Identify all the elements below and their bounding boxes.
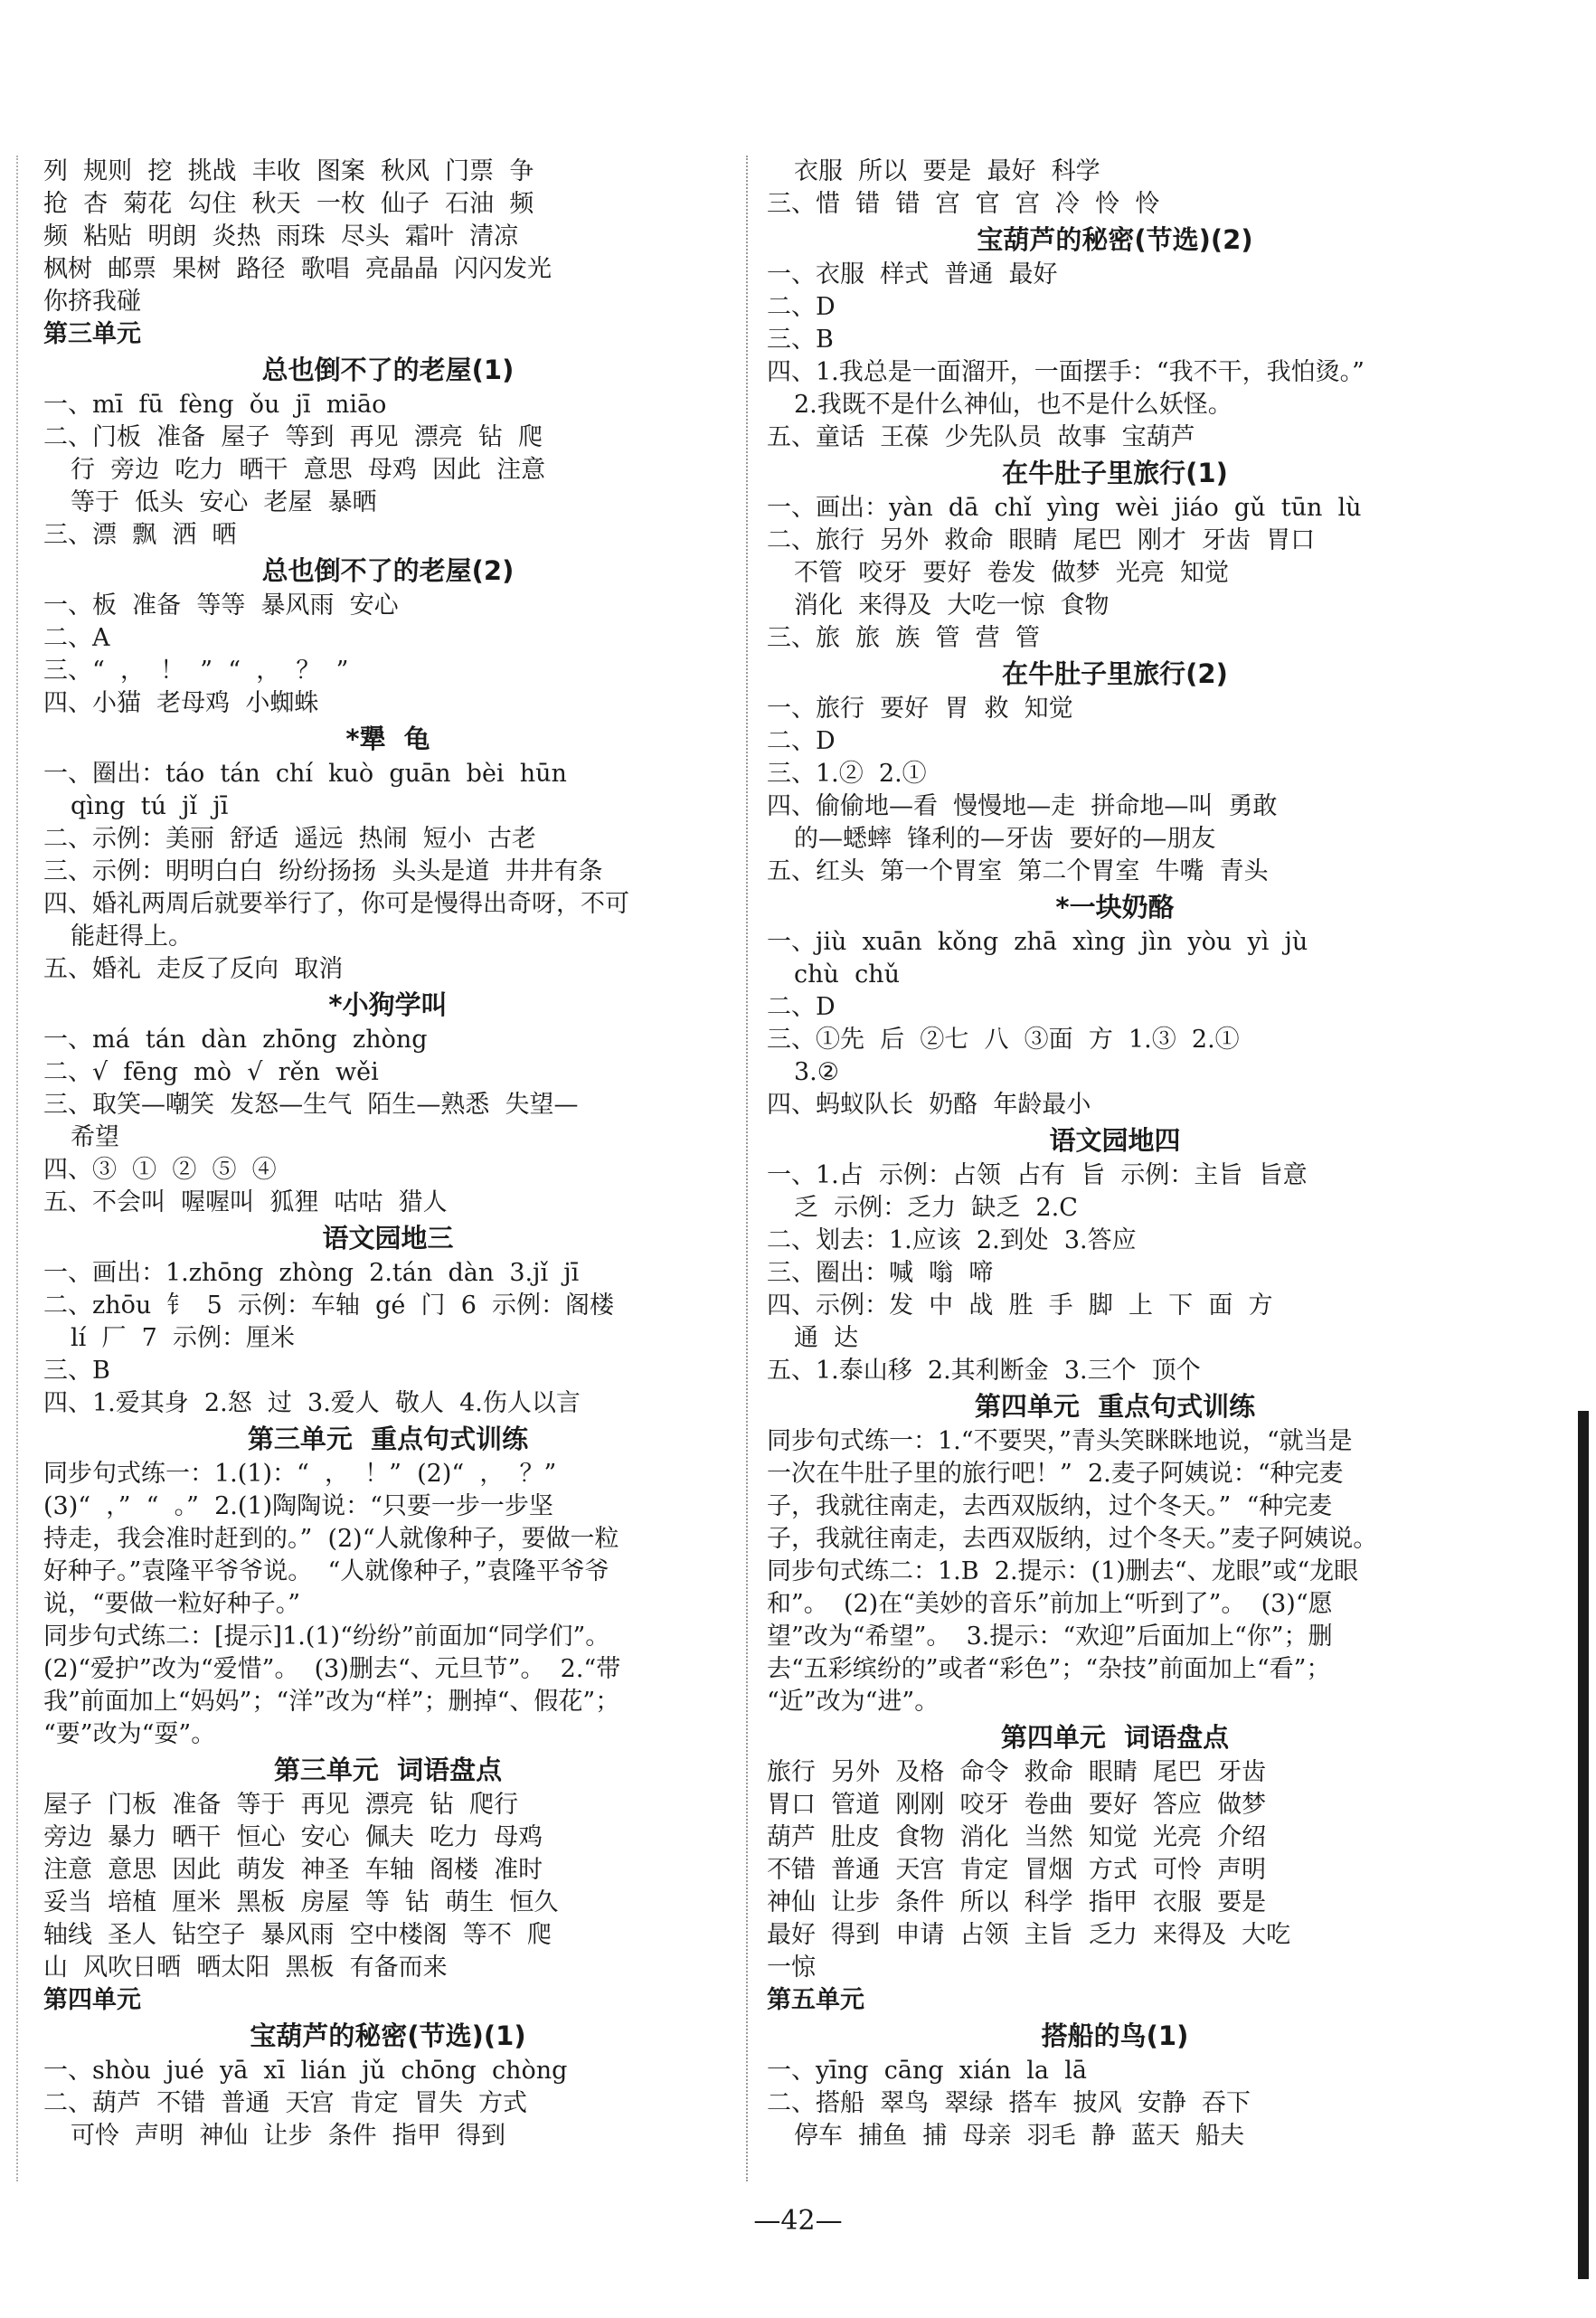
answer-continuation-line: 消化 来得及 大吃一惊 食物 xyxy=(794,591,1110,620)
answer-line: 一次在牛肚子里的旅行吧！” 2.麦子阿姨说：“种完麦 xyxy=(767,1460,1344,1488)
answer-line: 二、旅行 另外 救命 眼睛 尾巴 刚才 牙齿 胃口 xyxy=(767,526,1316,554)
answer-line: 二、A xyxy=(43,624,110,652)
right-column xyxy=(767,156,1463,2152)
answer-line: 四、蚂蚁队长 奶酪 年龄最小 xyxy=(767,1091,1091,1119)
answer-continuation-line: 可怜 声明 神仙 让步 条件 指甲 得到 xyxy=(71,2122,505,2150)
answer-line: 四、示例：发 中 战 胜 手 脚 上 下 面 方 xyxy=(767,1291,1273,1320)
answer-line: 山 风吹日晒 晒太阳 黑板 有备而来 xyxy=(43,1954,448,1982)
answer-line: 三、示例：明明白白 纷纷扬扬 头头是道 井井有条 xyxy=(43,857,603,885)
answer-line: 三、漂 飘 洒 晒 xyxy=(43,521,237,549)
answer-line: 五、1.泰山移 2.其利断金 3.三个 顶个 xyxy=(767,1357,1201,1385)
answer-line: 一、shòu jué yā xī lián jǔ chōng chòng xyxy=(43,2057,568,2085)
answer-line: 一、衣服 样式 普通 最好 xyxy=(767,260,1058,289)
answer-line: 二、葫芦 不错 普通 天宫 肯定 冒失 方式 xyxy=(43,2089,527,2117)
answer-line: 一、画出：yàn dā chǐ yìng wèi jiáo gǔ tūn lù xyxy=(767,494,1362,522)
answer-line: 胃口 管道 刚刚 咬牙 卷曲 要好 答应 做梦 xyxy=(767,1791,1267,1819)
answer-line: 四、婚礼两周后就要举行了，你可是慢得出奇呀，不可 xyxy=(43,890,629,918)
answer-line: 一、má tán dàn zhōng zhòng xyxy=(43,1026,428,1054)
answer-line: “要”改为“耍”。 xyxy=(43,1720,216,1748)
answer-continuation-line: 不管 咬牙 要好 卷发 做梦 光亮 知觉 xyxy=(794,559,1229,587)
answer-line: 你挤我碰 xyxy=(43,288,141,316)
lesson-heading: 在牛肚子里旅行(2) xyxy=(1002,658,1228,689)
lesson-heading: 总也倒不了的老屋(1) xyxy=(261,355,515,385)
answer-line: 子，我就往南走，去西双版纳，过个冬天。” “种完麦 xyxy=(767,1492,1333,1520)
scan-edge-shadow xyxy=(1578,1411,1589,2279)
answer-line: 五、童话 王葆 少先队员 故事 宝葫芦 xyxy=(767,423,1195,451)
answer-line: 旁边 暴力 晒干 恒心 安心 佩夫 吃力 母鸡 xyxy=(43,1823,543,1851)
answer-line: 旅行 另外 及格 命令 救命 眼睛 尾巴 牙齿 xyxy=(767,1758,1267,1786)
answer-line: 去“五彩缤纷的”或者“彩色”；“杂技”前面加上“看”； xyxy=(767,1655,1331,1683)
answer-line: 二、划去：1.应该 2.到处 3.答应 xyxy=(767,1226,1137,1254)
answer-line: 葫芦 肚皮 食物 消化 当然 知觉 光亮 介绍 xyxy=(767,1823,1267,1851)
answer-line: 一、圈出：táo tán chí kuò guān bèi hūn xyxy=(43,760,567,788)
answer-line: 三、取笑—嘲笑 发怒—生气 陌生—熟悉 失望— xyxy=(43,1091,579,1119)
lesson-heading: 在牛肚子里旅行(1) xyxy=(1002,458,1228,488)
answer-line: 同步句式练一：1.“不要哭，”青头笑眯眯地说，“就当是 xyxy=(767,1427,1353,1455)
answer-line: 三、①先 后 ②七 八 ③面 方 1.③ 2.① xyxy=(767,1026,1240,1054)
answer-line: 注意 意思 因此 萌发 神圣 车轴 阁楼 准时 xyxy=(43,1856,543,1884)
answer-line: 五、红头 第一个胃室 第二个胃室 牛嘴 青头 xyxy=(767,857,1269,885)
answer-line: 三、B xyxy=(43,1357,110,1385)
answer-line: 一、jiù xuān kǒng zhā xìng jìn yòu yì jù xyxy=(767,928,1308,956)
lesson-heading: 搭船的鸟(1) xyxy=(1041,2020,1189,2051)
left-column xyxy=(43,156,732,2152)
answer-line: 频 粘贴 明朗 炎热 雨珠 尽头 霜叶 清凉 xyxy=(43,222,519,251)
answer-continuation-line: 停车 捕鱼 捕 母亲 羽毛 静 蓝天 船夫 xyxy=(794,2122,1245,2150)
answer-line: 说，“要做一粒好种子。” xyxy=(43,1590,301,1618)
answer-line: 和”。 (2)在“美妙的音乐”前加上“听到了”。 (3)“愿 xyxy=(767,1590,1333,1618)
lesson-heading: 第三单元 词语盘点 xyxy=(273,1755,503,1785)
answer-line: 四、1.爱其身 2.怒 过 3.爱人 敬人 4.伤人以言 xyxy=(43,1389,581,1417)
answer-line: 二、D xyxy=(767,727,836,755)
answer-continuation-line: 的—蟋蟀 锋利的—牙齿 要好的—朋友 xyxy=(794,825,1216,853)
lesson-heading: *一块奶酪 xyxy=(1055,892,1175,922)
unit-heading: 第三单元 xyxy=(43,320,141,348)
left-margin-rule xyxy=(16,156,19,2181)
answer-line: 四、1.我总是一面溜开，一面摆手：“我不干，我怕烫。” xyxy=(767,358,1365,386)
answer-line: 最好 得到 申请 占领 主旨 乏力 来得及 大吃 xyxy=(767,1921,1291,1949)
answer-line: 屋子 门板 准备 等于 再见 漂亮 钻 爬行 xyxy=(43,1791,519,1819)
answer-line: 一、画出：1.zhōng zhòng 2.tán dàn 3.jǐ jī xyxy=(43,1259,580,1287)
lesson-heading: 宝葫芦的秘密(节选)(1) xyxy=(250,2020,526,2051)
answer-continuation-line: 能赶得上。 xyxy=(71,922,193,951)
answer-line: 一、旅行 要好 胃 救 知觉 xyxy=(767,695,1073,723)
answer-line: 三、旅 旅 族 管 营 管 xyxy=(767,624,1040,652)
answer-line: 一、mī fū fèng ǒu jī miāo xyxy=(43,391,387,419)
answer-continuation-line: chù chǔ xyxy=(794,960,900,989)
answer-line: 神仙 让步 条件 所以 科学 指甲 衣服 要是 xyxy=(767,1888,1267,1916)
answer-line: 四、偷偷地—看 慢慢地—走 拼命地—叫 勇敢 xyxy=(767,792,1278,820)
answer-line: 不错 普通 天宫 肯定 冒烟 方式 可怜 声明 xyxy=(767,1856,1267,1884)
answer-line: 一、板 准备 等等 暴风雨 安心 xyxy=(43,591,399,620)
answer-line: 二、示例：美丽 舒适 遥远 热闹 短小 古老 xyxy=(43,825,536,853)
answer-line: 一、1.占 示例：占领 占有 旨 示例：主旨 旨意 xyxy=(767,1161,1308,1189)
answer-line: 五、不会叫 喔喔叫 狐狸 咕咕 猎人 xyxy=(43,1188,448,1216)
answer-line: 四、③ ① ② ⑤ ④ xyxy=(43,1156,277,1184)
answer-line: 三、圈出：喊 嗡 啼 xyxy=(767,1259,994,1287)
lesson-heading: 语文园地四 xyxy=(1049,1125,1181,1156)
answer-line: 抢 杏 菊花 勾住 秋天 一枚 仙子 石油 频 xyxy=(43,190,534,218)
lesson-heading: 语文园地三 xyxy=(322,1223,454,1254)
answer-line: 三、1.② 2.① xyxy=(767,760,927,788)
answer-line: “近”改为“进”。 xyxy=(767,1688,940,1716)
answer-line: 三、B xyxy=(767,326,834,354)
answer-line: 四、小猫 老母鸡 小蜘蛛 xyxy=(43,689,319,717)
answer-line: 同步句式练二：1.B 2.提示：(1)删去“、龙眼”或“龙眼 xyxy=(767,1557,1359,1585)
answer-line: 二、√ fēng mò √ rěn wěi xyxy=(43,1058,379,1086)
answer-continuation-line: 衣服 所以 要是 最好 科学 xyxy=(794,157,1100,185)
lesson-heading: 第四单元 词语盘点 xyxy=(1000,1722,1230,1753)
answer-continuation-line: 乏 示例：乏力 缺乏 2.C xyxy=(794,1194,1078,1222)
answer-line: 子，我就往南走，去西双版纳，过个冬天。”麦子阿姨说。 xyxy=(767,1525,1378,1553)
answer-continuation-line: 希望 xyxy=(71,1123,119,1151)
answer-line: 列 规则 挖 挑战 丰收 图案 秋风 门票 争 xyxy=(43,157,534,185)
answer-line: (2)“爱护”改为“爱惜”。 (3)删去“、元旦节”。 2.“带 xyxy=(43,1655,621,1683)
unit-heading: 第四单元 xyxy=(43,1986,141,2014)
answer-line: (3)“ ，” “ 。” 2.(1)陶陶说：“只要一步一步坚 xyxy=(43,1492,553,1520)
answer-line: 二、门板 准备 屋子 等到 再见 漂亮 钻 爬 xyxy=(43,423,543,451)
answer-line: 轴线 圣人 钻空子 暴风雨 空中楼阁 等不 爬 xyxy=(43,1921,552,1949)
answer-line: 同步句式练一：1.(1)：“ ， ！” (2)“ ， ？” xyxy=(43,1460,557,1488)
answer-continuation-line: 行 旁边 吃力 晒干 意思 母鸡 因此 注意 xyxy=(71,456,546,484)
lesson-heading: 宝葫芦的秘密(节选)(2) xyxy=(977,224,1253,255)
lesson-heading: 第三单元 重点句式训练 xyxy=(247,1424,529,1454)
answer-continuation-line: 等于 低头 安心 老屋 暴晒 xyxy=(71,488,377,516)
answer-line: 妥当 培植 厘米 黑板 房屋 等 钻 萌生 恒久 xyxy=(43,1888,559,1916)
answer-line: 二、zhōu 钅 5 示例：车轴 gé 门 6 示例：阁楼 xyxy=(43,1291,615,1320)
answer-line: 同步句式练二：[提示]1.(1)“纷纷”前面加“同学们”。 xyxy=(43,1623,610,1651)
lesson-heading: *犟 龟 xyxy=(345,724,430,754)
answer-line: 我”前面加上“妈妈”；“洋”改为“样”；删掉“、假花”； xyxy=(43,1688,620,1716)
answer-line: 枫树 邮票 果树 路径 歌唱 亮晶晶 闪闪发光 xyxy=(43,255,552,283)
column-divider xyxy=(746,156,749,2181)
lesson-heading: 总也倒不了的老屋(2) xyxy=(261,555,515,586)
answer-continuation-line: 2.我既不是什么神仙，也不是什么妖怪。 xyxy=(794,391,1232,419)
answer-line: 持走，我会准时赶到的。” (2)“人就像种子，要做一粒 xyxy=(43,1525,619,1553)
answer-continuation-line: 3.② xyxy=(794,1058,839,1086)
page-number: —42— xyxy=(753,2205,843,2237)
answer-line: 三、惜 错 错 宫 官 宫 冷 怜 怜 xyxy=(767,190,1160,218)
answer-continuation-line: qìng tú jǐ jī xyxy=(71,792,229,820)
answer-line: 一、yīng cāng xián la lā xyxy=(767,2057,1087,2085)
answer-line: 二、D xyxy=(767,293,836,321)
lesson-heading: 第四单元 重点句式训练 xyxy=(974,1391,1256,1422)
answer-line: 一惊 xyxy=(767,1954,816,1982)
answer-line: 好种子。”袁隆平爷爷说。 “人就像种子，”袁隆平爷爷 xyxy=(43,1557,609,1585)
answer-line: 望”改为“希望”。 3.提示：“欢迎”后面加上“你”；删 xyxy=(767,1623,1333,1651)
lesson-heading: *小狗学叫 xyxy=(328,989,448,1020)
answer-line: 二、搭船 翠鸟 翠绿 搭车 披风 安静 吞下 xyxy=(767,2089,1251,2117)
unit-heading: 第五单元 xyxy=(767,1986,864,2014)
answer-line: 三、“ ， ！ ” “ ， ？ ” xyxy=(43,657,349,685)
answer-line: 五、婚礼 走反了反向 取消 xyxy=(43,955,344,983)
answer-line: 二、D xyxy=(767,993,836,1021)
answer-continuation-line: 通 达 xyxy=(794,1324,859,1352)
answer-continuation-line: lí 厂 7 示例：厘米 xyxy=(71,1324,295,1352)
